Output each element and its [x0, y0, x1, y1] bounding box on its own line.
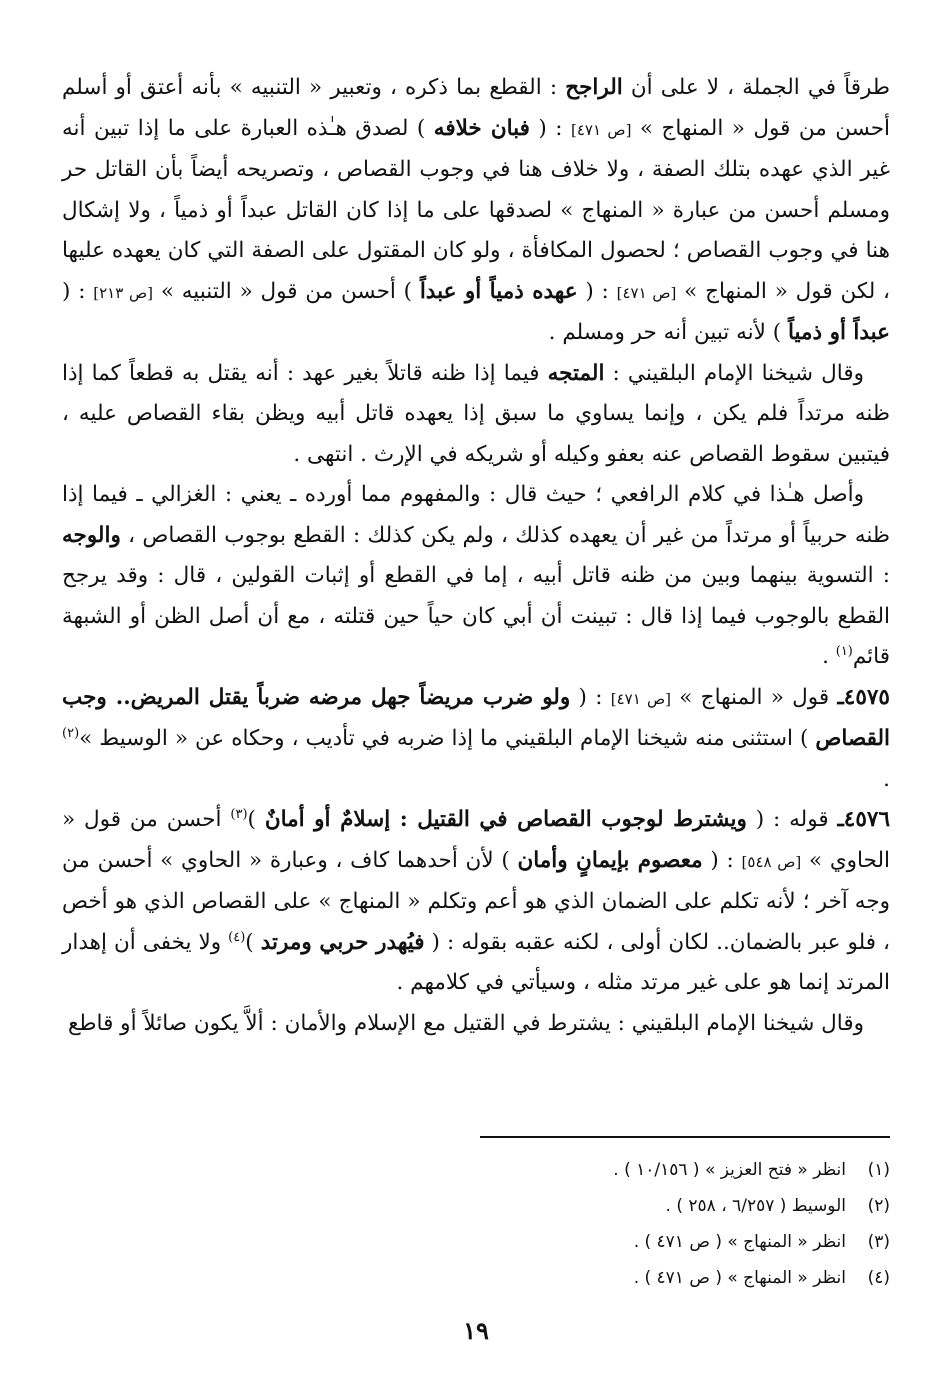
text-run: ) لأنه تبين أنه حر ومسلم . — [548, 320, 788, 345]
paragraph — [62, 475, 890, 678]
text-run: ) استثنى منه شيخنا الإمام البلقيني ما إذا ضربه في تأديب ، وحكاه عن « الوسيط » — [79, 726, 816, 751]
bold-text: والوجه — [62, 522, 121, 548]
footnote-text: انظر « المنهاج » ( ص ٤٧١ ) . — [633, 1268, 846, 1288]
paragraph — [62, 1004, 890, 1045]
footnote — [62, 1188, 890, 1224]
bold-text: معصوم بإيمانٍ وأمان — [517, 847, 703, 873]
footnote-marker: (٣) — [230, 806, 248, 822]
bold-text: عبداً أو ذمياً — [787, 320, 890, 345]
footnote-marker: (٤) — [228, 929, 246, 945]
text-run: : ( — [529, 115, 571, 141]
text-run: ) — [247, 807, 265, 832]
bold-text: فيُهدر حربي ومرتد — [260, 929, 425, 955]
paragraph — [62, 354, 890, 476]
footnote-text: انظر « فتح العزيز » ( ١٠/١٥٦ ) . — [613, 1160, 846, 1180]
text-run: طرقاً في الجملة ، لا على أن — [622, 75, 890, 100]
page-reference: [ص ٤٧١] — [616, 283, 677, 302]
paragraph — [62, 68, 890, 354]
text-run: ) لأن أحدهما كاف ، وعبارة « الحاوي » أحسن من وجه آخر ؛ لأنه تكلم على الضمان الذي هو أعم وتكلم « المنهاج » على القصاص الذي هو أخص ، فلو عبر بالضمان.. لكان أولى ، لكنه عقبه بقوله : ( — [62, 847, 890, 955]
bold-text: المتجه — [547, 360, 605, 386]
main-text — [62, 68, 890, 1044]
text-run: : القطع بما ذكره ، وتعبير « التنبيه » بأنه أعتق أو أسلم أحسن من قول « المنهاج » — [62, 75, 891, 141]
text-run: وقال شيخنا الإمام البلقيني : — [604, 360, 864, 386]
bold-text: ٤٥٧٦ـ — [837, 807, 890, 832]
page-reference: [ص ٢١٣] — [93, 283, 154, 302]
text-run: ولا يخفى أن إهدار المرتد إنما هو على غير مرتد مثله ، وسيأتي في كلامهم . — [62, 929, 890, 995]
bold-text: ويشترط لوجوب القصاص في القتيل : إسلامٌ أو أمانٌ — [264, 807, 747, 832]
text-run: ) لصدق هـٰذه العبارة على ما إذا تبين أنه غير الذي عهده بتلك الصفة ، ولا خلاف هنا في وجوب القصاص ، وتصريحه أيضاً بأن القاتل حر ومسلم أحسن من عبارة « المنهاج » لصدقها على ما إذا كان القاتل عبداً أو ذمياً ، ولا إشكال هنا في وجوب القصاص ؛ لحصول المكافأة ، ولو كان المقتول على الصفة التي كان يعهده عليها ، لكن قول « المنهاج » — [62, 115, 890, 304]
footnote-marker: (٢) — [62, 725, 80, 741]
bold-text: ولو ضرب مريضاً جهل مرضه ضرباً يقتل المريض.. وجب القصاص — [62, 684, 890, 751]
paragraph — [62, 678, 890, 801]
footnote-separator — [480, 1136, 890, 1138]
footnote — [62, 1152, 890, 1188]
footnote-text: الوسيط ( ٦/٢٥٧ ، ٢٥٨ ) . — [665, 1196, 846, 1216]
text-run: ) — [245, 929, 261, 955]
page-reference: [ص ٤٧١] — [610, 689, 671, 708]
footnote — [62, 1260, 890, 1296]
footnote — [62, 1224, 890, 1260]
text-run: وأصل هـٰذا في كلام الرافعي ؛ حيث قال : والمفهوم مما أورده ـ يعني : الغزالي ـ فيما إذا ظنه حربياً أو مرتداً من غير أن يعهده كذلك ، ولم يكن كذلك : القطع بوجوب القصاص ، — [62, 482, 890, 548]
bold-text: ٤٥٧٥ـ — [837, 684, 890, 710]
footnote-text: انظر « المنهاج » ( ص ٤٧١ ) . — [633, 1232, 846, 1252]
text-run: : ( — [62, 278, 94, 304]
bold-text: عهده ذمياً أو عبداً — [419, 278, 578, 304]
bold-text: الراجح — [565, 75, 623, 100]
footnotes — [62, 1152, 890, 1296]
text-run: وقال شيخنا الإمام البلقيني : يشترط في القتيل مع الإسلام والأمان : ألاَّ يكون صائلاً أو قاطع — [67, 1010, 864, 1036]
text-run: : ( — [577, 278, 617, 304]
footnote-number: (٢) — [867, 1196, 890, 1216]
text-run: . — [883, 766, 890, 792]
bold-text: فبان خلافه — [433, 115, 530, 141]
footnote-number: (١) — [867, 1160, 890, 1180]
text-run: أحسن من قول « الحاوي » — [62, 807, 891, 873]
page-reference: [ص ٥٤٨] — [741, 852, 802, 871]
paragraph — [62, 800, 890, 1004]
text-run: قوله : ( — [746, 807, 838, 832]
footnote-number: (٣) — [867, 1232, 890, 1252]
text-run: : التسوية بينهما وبين من ظنه قاتل أبيه ، إما في القطع أو إثبات القولين ، قال : وقد يرجح القطع بالوجوب فيما إذا قال : تبينت أن أبي كان حياً حين قتلته ، مع أن أصل الظن أو الشبهة قائم — [62, 563, 890, 669]
text-run: قول « المنهاج » — [670, 684, 838, 710]
text-run: ) أحسن من قول « التنبيه » — [153, 278, 420, 304]
text-run: . — [822, 644, 836, 669]
text-run: : ( — [570, 684, 611, 710]
page-number: ١٩ — [463, 1316, 489, 1345]
footnote-number: (٤) — [867, 1268, 890, 1288]
footnote-marker: (١) — [835, 643, 853, 659]
page-reference: [ص ٤٧١] — [571, 120, 632, 139]
text-run: فيما إذا ظنه قاتلاً بغير عهد : أنه يقتل به قطعاً كما إذا ظنه مرتداً فلم يكن ، وإنما يساوي ما سبق إذا يعهده قاتل أبيه ويظن بقاء القصاص عليه ، فيتبين سقوط القصاص عنه بعفو وكيله أو شريكه في الإرث . انتهى . — [62, 360, 890, 467]
text-run: : ( — [702, 847, 742, 873]
